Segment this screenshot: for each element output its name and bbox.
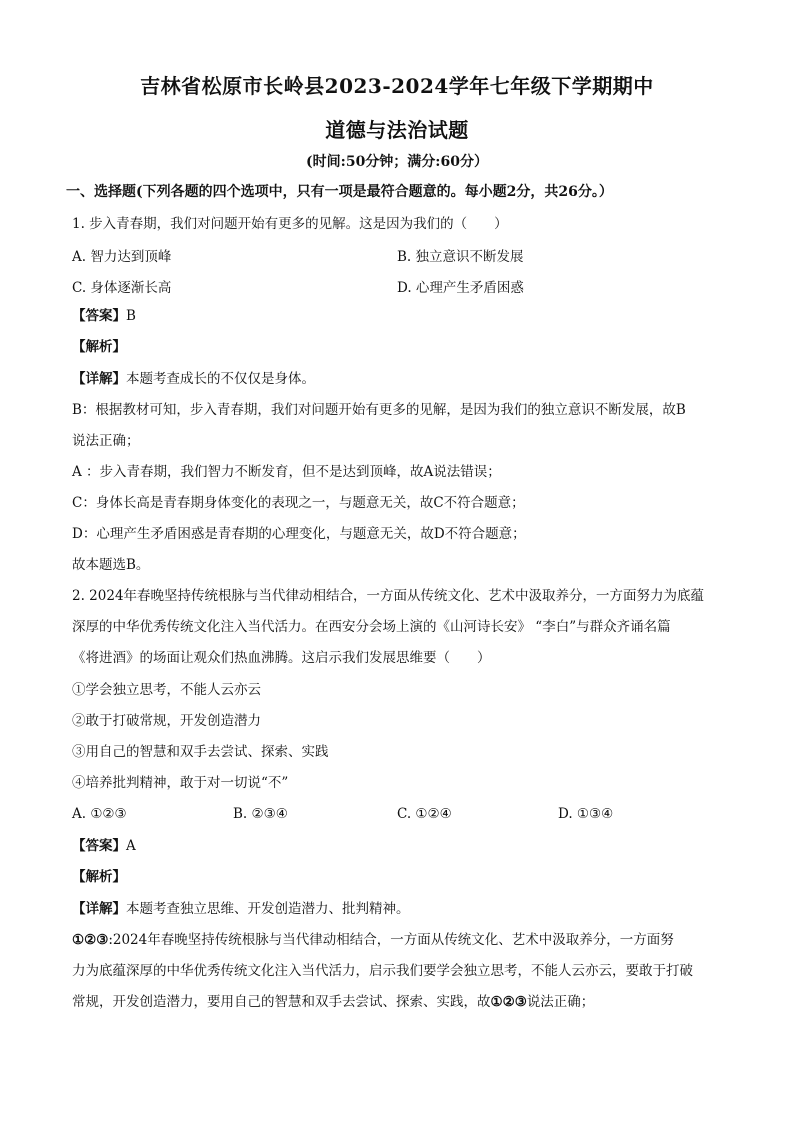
section-heading: 一、选择题(下列各题的四个选项中，只有一项是最符合题意的。每小题2分，共26分。）: [66, 184, 613, 200]
option-marks: ①②③: [490, 994, 527, 1010]
question-2-stem-line: 深厚的中华优秀传统文化注入当代活力。在西安分会场上演的《山河诗长安》 “李白”与群众齐诵名篇: [72, 619, 671, 635]
question-1-explain-line: A ：步入青春期，我们智力不断发育，但不是达到顶峰，故A说法错误；: [72, 464, 501, 480]
question-1-option-c: C. 身体逐渐长高: [72, 280, 172, 296]
question-1-option-a: A. 智力达到顶峰: [72, 249, 172, 265]
answer-tag: 【答案】: [72, 308, 126, 324]
question-1-explain-line: D：心理产生矛盾困惑是青春期的心理变化，与题意无关，故D不符合题意；: [72, 526, 526, 542]
explain-text: :2024年春晚坚持传统根脉与当代律动相结合，一方面从传统文化、艺术中汲取养分，一方面努: [108, 932, 674, 948]
question-1-explain-line: B：根据教材可知，步入青春期，我们对问题开始有更多的见解，是因为我们的独立意识不断发展，故B: [72, 402, 686, 418]
question-2-option-a: A. ①②③: [72, 806, 127, 822]
question-2-answer: [72, 837, 136, 855]
question-2-explain-line: 力为底蕴深厚的中华优秀传统文化注入当代活力，启示我们要学会独立思考，不能人云亦云，要敢于打破: [72, 963, 693, 979]
question-2-detail: [72, 900, 410, 918]
question-2-stem-line: 《将进酒》的场面让观众们热血沸腾。这启示我们发展思维要（ ）: [72, 650, 491, 666]
question-1-explain-line: 说法正确；: [72, 433, 140, 449]
answer-tag: 【答案】: [72, 838, 126, 854]
question-2-analysis-tag: 【解析】: [72, 869, 126, 885]
question-1-answer: [72, 307, 136, 325]
explain-text: 常规，开发创造潜力，要用自己的智慧和双手去尝试、探索、实践，故: [72, 994, 491, 1010]
question-2-stem-line: 2. 2024年春晚坚持传统根脉与当代律动相结合，一方面从传统文化、艺术中汲取养分，一方面努力为底蕴: [72, 588, 705, 604]
detail-text: 本题考查成长的不仅仅是身体。: [126, 371, 315, 387]
question-2-option-b: B. ②③④: [233, 806, 288, 822]
answer-value: B: [126, 308, 136, 324]
question-2-item: ③用自己的智慧和双手去尝试、探索、实践: [72, 744, 329, 760]
question-2-explain-line: [72, 931, 674, 949]
question-1-explain-line: C：身体长高是青春期身体变化的表现之一，与题意无关，故C不符合题意；: [72, 495, 525, 511]
question-2-option-d: D. ①③④: [558, 806, 614, 822]
question-2-item: ①学会独立思考，不能人云亦云: [72, 682, 261, 698]
question-1-stem: 1. 步入青春期，我们对问题开始有更多的见解。这是因为我们的（ ）: [72, 216, 508, 232]
detail-text: 本题考查独立思维、开发创造潜力、批判精神。: [126, 901, 410, 917]
page-subtitle: 道德与法治试题: [325, 118, 469, 142]
question-1-explain-line: 故本题选B。: [72, 557, 150, 573]
question-2-explain-line: [72, 993, 594, 1011]
question-2-option-c: C. ①②④: [397, 806, 452, 822]
detail-tag: 【详解】: [72, 371, 126, 387]
option-marks: ①②③: [72, 932, 109, 948]
question-1-detail: [72, 370, 315, 388]
explain-text: 说法正确；: [526, 994, 595, 1010]
question-1-option-b: B. 独立意识不断发展: [397, 249, 524, 265]
detail-tag: 【详解】: [72, 901, 126, 917]
question-2-item: ④培养批判精神，敢于对一切说“不”: [72, 775, 289, 791]
question-1-option-d: D. 心理产生矛盾困惑: [397, 280, 524, 296]
page-title: 吉林省松原市长岭县2023-2024学年七年级下学期期中: [140, 74, 654, 98]
answer-value: A: [126, 838, 136, 854]
question-1-analysis-tag: 【解析】: [72, 339, 126, 355]
exam-info: (时间:50分钟；满分:60分）: [306, 154, 488, 170]
question-2-item: ②敢于打破常规，开发创造潜力: [72, 713, 261, 729]
